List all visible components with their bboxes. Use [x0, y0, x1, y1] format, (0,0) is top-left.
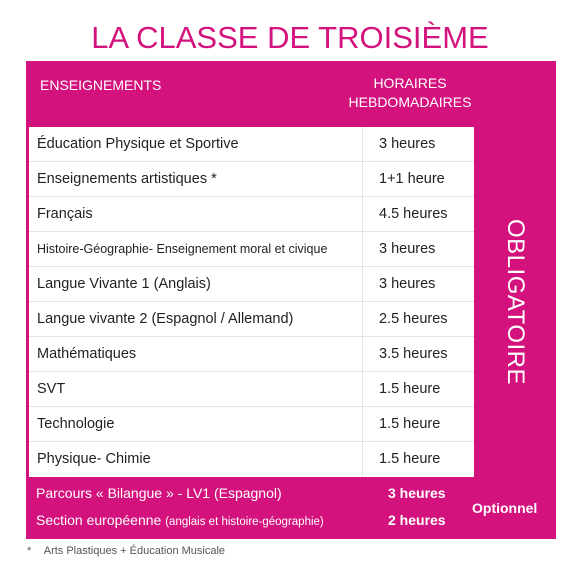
hours-value: 1+1 heure: [379, 171, 445, 187]
table-row: [29, 407, 474, 442]
table-row: [29, 197, 474, 232]
optional-hours: 2 heures: [388, 512, 446, 528]
subject-label: Éducation Physique et Sportive: [37, 136, 239, 152]
header-subjects: ENSEIGNEMENTS: [40, 77, 162, 93]
table-row: [29, 442, 474, 477]
subject-label: Enseignements artistiques *: [37, 171, 217, 187]
page-title: LA CLASSE DE TROISIÈME: [91, 20, 489, 55]
optionnel-label: Optionnel: [472, 500, 538, 516]
column-divider: [362, 337, 363, 371]
column-divider: [362, 127, 363, 161]
hours-value: 3 heures: [379, 241, 436, 257]
hours-value: 1.5 heure: [379, 451, 441, 467]
column-divider: [362, 407, 363, 441]
optional-detail: (anglais et histoire-géographie): [165, 516, 324, 528]
subject-label: Langue Vivante 1 (Anglais): [37, 276, 211, 292]
hours-value: 1.5 heure: [379, 416, 441, 432]
hours-value: 4.5 heures: [379, 206, 448, 222]
table-row: [29, 162, 474, 197]
hours-value: 3.5 heures: [379, 346, 448, 362]
footnote-text: Arts Plastiques + Éducation Musicale: [43, 545, 226, 557]
column-divider: [362, 267, 363, 301]
optional-subject: Section européenne: [36, 512, 162, 528]
subject-label: Mathématiques: [37, 346, 137, 362]
footnote: [27, 545, 225, 557]
column-divider: [362, 302, 363, 336]
obligatoire-text: OBLIGATOIRE: [502, 219, 529, 385]
mandatory-table: [29, 127, 474, 477]
subject-label: Histoire-Géographie- Enseignement moral et civique: [37, 242, 328, 256]
hours-value: 3 heures: [379, 276, 436, 292]
table-row: [29, 267, 474, 302]
optional-row: [36, 482, 282, 504]
obligatoire-side-label: [476, 172, 554, 432]
header-hours-line1: HORAIRES: [373, 75, 447, 91]
table-row: [29, 127, 474, 162]
hours-value: 1.5 heure: [379, 381, 441, 397]
subject-label: Langue vivante 2 (Espagnol / Allemand): [37, 311, 294, 327]
subject-label: SVT: [37, 381, 66, 397]
optional-hours: 3 heures: [388, 485, 446, 501]
table-row: [29, 337, 474, 372]
column-divider: [362, 372, 363, 406]
table-row: [29, 232, 474, 267]
column-divider: [362, 232, 363, 266]
column-divider: [362, 197, 363, 231]
header-hours: [345, 74, 475, 112]
table-row: [29, 302, 474, 337]
column-divider: [362, 442, 363, 476]
footnote-marker: *: [27, 545, 32, 557]
column-divider: [362, 162, 363, 196]
subject-label: Français: [37, 206, 93, 222]
optional-row: [36, 509, 324, 531]
subject-label: Technologie: [37, 416, 115, 432]
subject-label: Physique- Chimie: [37, 451, 151, 467]
optional-subject: Parcours « Bilangue » - LV1 (Espagnol): [36, 485, 282, 501]
hours-value: 3 heures: [379, 136, 436, 152]
table-row: [29, 372, 474, 407]
header-hours-line2: HEBDOMADAIRES: [348, 94, 472, 110]
hours-value: 2.5 heures: [379, 311, 448, 327]
